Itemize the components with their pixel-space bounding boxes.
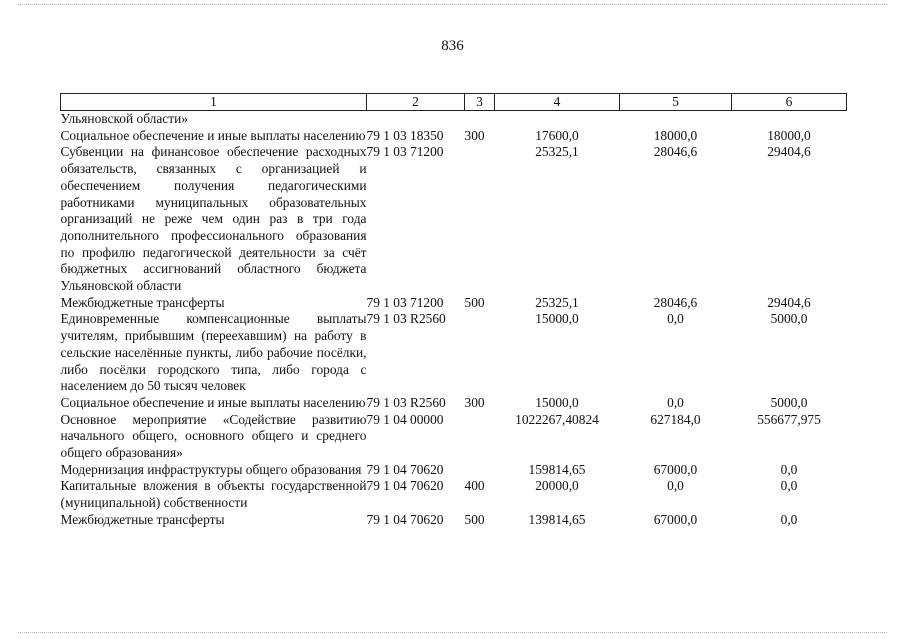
row-value-col5: 28046,6 xyxy=(653,144,698,160)
row-code: 79 1 03 71200 xyxy=(366,294,444,310)
row-value-col5: 0,0 xyxy=(667,394,684,410)
row-name: Капитальные вложения в объекты государственной (муниципальной) собственности xyxy=(60,478,367,511)
header-col-1: 1 xyxy=(61,94,367,111)
row-value-col5: 627184,0 xyxy=(650,411,701,427)
row-value-col5: 28046,6 xyxy=(653,294,698,310)
row-name: Единовременные компенсационные выплаты учителям, прибывшим (переехавшим) на работу в сельские населённые пункты, либо рабочие посёлки, либо посёлки городского типа, либо города с населением до 50 тысяч человек xyxy=(60,311,367,394)
row-value-col5: 0,0 xyxy=(667,478,684,494)
row-value-col6: 5000,0 xyxy=(770,394,808,410)
row-expense-type: 300 xyxy=(464,394,485,410)
row-code: 79 1 03 R2560 xyxy=(366,311,446,327)
row-value-col6: 18000,0 xyxy=(767,127,811,143)
row-expense-type xyxy=(465,144,495,294)
row-name: Социальное обеспечение и иные выплаты населению xyxy=(60,127,366,143)
row-expense-type xyxy=(465,412,495,462)
row-value-col5 xyxy=(620,111,732,128)
row-name: Социальное обеспечение и иные выплаты населению xyxy=(60,394,366,410)
header-col-2: 2 xyxy=(367,94,465,111)
row-value-col4 xyxy=(495,111,620,128)
row-name: Основное мероприятие «Содействие развитию начального общего, основного общего и среднего общего образования» xyxy=(60,411,367,461)
table-row xyxy=(61,111,847,128)
row-value-col6: 556677,975 xyxy=(757,411,821,427)
row-name: Субвенции на финансовое обеспечение расходных обязательств, связанных с организацией и обеспечением получения педагогическими работниками муниципальных образовательных организаций не реже чем один раз в три года дополнительного профессионального образования по профилю педагогической деятельности за счёт бюджетных ассигнований областного бюджета Ульяновской области xyxy=(60,144,367,294)
row-value-col4: 20000,0 xyxy=(535,478,579,494)
row-value-col6 xyxy=(732,111,847,128)
row-value-col5: 67000,0 xyxy=(653,511,698,527)
row-value-col4: 17600,0 xyxy=(535,127,579,143)
row-value-col4: 15000,0 xyxy=(535,394,579,410)
row-value-col5: 67000,0 xyxy=(653,461,698,477)
table-row xyxy=(61,395,847,412)
row-value-col4: 15000,0 xyxy=(535,311,579,327)
row-name: Ульяновской области» xyxy=(60,111,188,126)
row-code: 79 1 04 70620 xyxy=(366,461,444,477)
row-expense-type xyxy=(465,311,495,395)
row-value-col4: 1022267,40824 xyxy=(515,411,599,427)
row-value-col6: 0,0 xyxy=(780,511,798,527)
table-row xyxy=(61,311,847,395)
row-value-col6: 29404,6 xyxy=(767,294,811,310)
row-expense-type: 500 xyxy=(464,511,485,527)
scan-top-edge xyxy=(18,4,887,5)
row-expense-type xyxy=(465,111,495,128)
table-header-row xyxy=(61,94,847,111)
row-value-col6: 0,0 xyxy=(780,461,798,477)
row-code: 79 1 04 70620 xyxy=(366,478,444,494)
header-col-5: 5 xyxy=(620,94,732,111)
row-value-col4: 25325,1 xyxy=(535,294,579,310)
row-value-col4: 139814,65 xyxy=(528,511,586,527)
table-row xyxy=(61,512,847,529)
table-row xyxy=(61,412,847,462)
row-expense-type xyxy=(465,462,495,479)
row-value-col6: 5000,0 xyxy=(770,311,808,327)
scan-bottom-edge xyxy=(18,632,887,633)
row-expense-type: 400 xyxy=(464,478,485,494)
row-code: 79 1 04 70620 xyxy=(366,511,444,527)
budget-table xyxy=(60,93,847,529)
row-expense-type: 300 xyxy=(464,127,485,143)
table-row xyxy=(61,144,847,294)
table-row xyxy=(61,478,847,511)
header-col-4: 4 xyxy=(495,94,620,111)
row-code: 79 1 03 18350 xyxy=(366,127,444,143)
table-row xyxy=(61,462,847,479)
table-row xyxy=(61,128,847,145)
row-expense-type: 500 xyxy=(464,294,485,310)
page-number: 836 xyxy=(441,38,464,54)
row-code xyxy=(367,111,465,128)
row-code: 79 1 03 R2560 xyxy=(366,394,446,410)
row-value-col4: 159814,65 xyxy=(528,461,586,477)
row-value-col6: 0,0 xyxy=(780,478,798,494)
header-col-3: 3 xyxy=(465,94,495,111)
row-name: Модернизация инфраструктуры общего образования xyxy=(60,461,362,477)
row-name: Межбюджетные трансферты xyxy=(60,511,225,527)
header-col-6: 6 xyxy=(732,94,847,111)
row-value-col4: 25325,1 xyxy=(535,144,579,160)
row-name: Межбюджетные трансферты xyxy=(60,294,225,310)
table-row xyxy=(61,295,847,312)
row-value-col5: 0,0 xyxy=(667,311,684,327)
row-code: 79 1 03 71200 xyxy=(366,144,444,160)
row-value-col5: 18000,0 xyxy=(653,127,698,143)
row-value-col6: 29404,6 xyxy=(767,144,811,160)
row-code: 79 1 04 00000 xyxy=(366,411,444,427)
